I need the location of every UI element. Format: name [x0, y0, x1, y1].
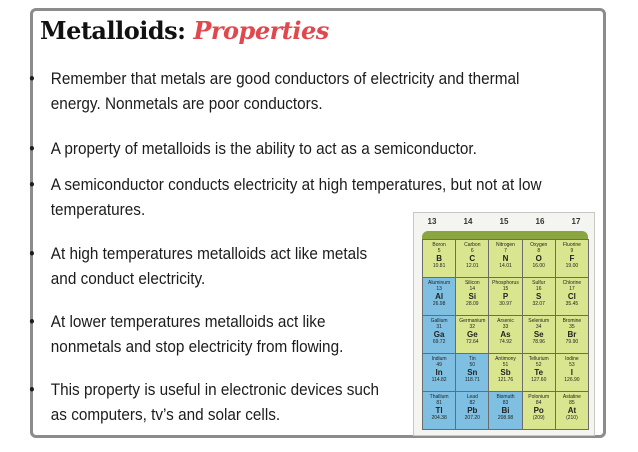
element-cell: [522, 277, 556, 316]
element-num: 49: [436, 362, 442, 368]
element-cell: [522, 391, 556, 430]
element-sym: Al: [435, 292, 444, 301]
element-cell: [555, 315, 589, 354]
element-mass: 126.90: [564, 377, 580, 383]
element-cell: [455, 353, 489, 392]
element-sym: Si: [468, 292, 477, 301]
title-metalloids: Metalloids:: [40, 16, 186, 45]
element-sym: As: [500, 330, 511, 339]
element-mass: 127.60: [531, 377, 547, 383]
group-label: 13: [427, 217, 437, 226]
element-name: Aluminum: [427, 280, 451, 286]
element-sym: At: [567, 406, 577, 415]
element-sym: Tl: [435, 406, 443, 415]
element-sym: Br: [567, 330, 577, 339]
element-mass: 78.96: [532, 339, 545, 345]
element-cell: [422, 315, 456, 354]
element-num: 34: [535, 324, 542, 330]
element-num: 35: [569, 324, 575, 330]
element-mass: 14.01: [499, 263, 512, 269]
element-sym: C: [469, 254, 476, 263]
element-num: 7: [504, 248, 507, 254]
group-label: 15: [499, 217, 509, 226]
element-name: Boron: [432, 242, 446, 248]
element-num: 53: [569, 362, 575, 368]
bullet-item: • A semiconductor conducts electricity at high temperatures, but not at low temperatures.: [29, 175, 542, 219]
element-sym: O: [535, 254, 542, 263]
element-name: Bismuth: [496, 394, 515, 400]
bullet-item: • At lower temperatures metalloids act like nonmetals and stop electricity from flowing.: [29, 312, 344, 356]
element-name: Carbon: [464, 242, 481, 248]
element-num: 84: [535, 400, 542, 406]
element-cell: [455, 239, 489, 278]
bullet-item: • At high temperatures metalloids act like metals and conduct electricity.: [29, 244, 368, 288]
element-name: Polonium: [528, 394, 550, 400]
element-name: Sulfur: [532, 280, 546, 286]
element-mass: 19.00: [565, 263, 579, 269]
element-sym: F: [569, 254, 575, 263]
title-properties: Properties: [193, 16, 329, 45]
element-mass: 69.72: [432, 339, 446, 345]
element-mass: 118.71: [464, 377, 480, 383]
element-num: 5: [437, 248, 441, 254]
bullet-item: • This property is useful in electronic devices such as computers, tv’s and solar cells.: [29, 380, 380, 424]
element-name: Tellurium: [528, 356, 549, 362]
element-cell: [488, 315, 522, 354]
element-cell: [488, 277, 522, 316]
element-num: 17: [569, 286, 575, 292]
element-name: Antimony: [495, 356, 516, 362]
element-name: Germanium: [459, 318, 486, 324]
element-sym: S: [536, 292, 542, 301]
element-num: 81: [436, 400, 442, 406]
element-name: Nitrogen: [496, 242, 515, 248]
element-mass: 208.98: [497, 415, 514, 421]
element-mass: 72.64: [466, 339, 479, 345]
element-grid: [422, 239, 588, 429]
element-num: 31: [436, 324, 442, 330]
element-num: 8: [537, 248, 541, 254]
element-sym: Ga: [433, 330, 445, 339]
element-num: 33: [502, 324, 509, 330]
element-row: [422, 277, 588, 315]
periodic-table-excerpt: [413, 212, 595, 436]
element-num: 85: [569, 400, 575, 406]
element-num: 51: [502, 362, 509, 368]
element-mass: 79.90: [565, 339, 579, 345]
element-num: 52: [535, 362, 542, 368]
element-sym: In: [435, 368, 443, 377]
element-mass: 74.92: [499, 339, 512, 345]
element-name: Indium: [431, 356, 447, 362]
element-row: [422, 315, 588, 353]
element-cell: [555, 391, 589, 430]
element-sym: Sn: [467, 368, 478, 377]
element-row: [422, 391, 588, 429]
element-mass: 32.07: [532, 301, 545, 307]
element-cell: [488, 353, 522, 392]
element-num: 16: [535, 286, 542, 292]
element-mass: 28.09: [466, 301, 479, 307]
group-label: 16: [535, 217, 545, 226]
element-sym: P: [502, 292, 509, 301]
element-sym: I: [570, 368, 574, 377]
element-row: [422, 239, 588, 277]
bullet-item: • A property of metalloids is the ability to act as a semiconductor.: [29, 139, 477, 158]
element-num: 9: [570, 248, 574, 254]
element-mass: (209): [532, 415, 545, 421]
element-name: Lead: [466, 394, 478, 400]
element-name: Gallium: [430, 318, 448, 324]
element-mass: 35.45: [565, 301, 579, 307]
element-mass: 114.82: [431, 377, 447, 383]
element-cell: [422, 277, 456, 316]
element-mass: 10.81: [432, 263, 446, 269]
element-cell: [455, 277, 489, 316]
element-cell: [555, 277, 589, 316]
element-num: 6: [470, 248, 474, 254]
element-sym: Se: [533, 330, 544, 339]
element-cell: [522, 315, 556, 354]
bullet-item: • Remember that metals are good conductors of electricity and thermal energy. Nonmetals are poor conductors.: [29, 69, 520, 113]
element-name: Bromine: [562, 318, 582, 324]
element-num: 15: [502, 286, 509, 292]
element-name: Silicon: [464, 280, 480, 286]
element-sym: Sb: [500, 368, 511, 377]
element-name: Arsenic: [497, 318, 514, 324]
element-name: Chlorine: [562, 280, 582, 286]
element-cell: [488, 391, 522, 430]
element-sym: Cl: [567, 292, 576, 301]
element-cell: [455, 391, 489, 430]
element-cell: [555, 353, 589, 392]
element-mass: 26.98: [432, 301, 446, 307]
element-name: Fluorine: [562, 242, 581, 248]
element-name: Iodine: [565, 356, 579, 362]
element-mass: 204.38: [431, 415, 447, 421]
element-sym: N: [502, 254, 509, 263]
element-num: 13: [436, 286, 442, 292]
element-mass: 207.20: [464, 415, 480, 421]
element-sym: Ge: [466, 330, 478, 339]
element-num: 82: [469, 400, 476, 406]
element-name: Selenium: [528, 318, 550, 324]
element-sym: Pb: [467, 406, 478, 415]
element-sym: Bi: [501, 406, 510, 415]
element-name: Tin: [468, 356, 476, 362]
element-mass: 121.76: [497, 377, 514, 383]
element-mass: 16.00: [532, 263, 545, 269]
element-name: Phosphorus: [492, 280, 519, 286]
element-cell: [422, 353, 456, 392]
element-name: Thallium: [429, 394, 449, 400]
slide-title: [40, 16, 329, 45]
element-sym: B: [436, 254, 442, 263]
element-mass: (210): [566, 415, 578, 421]
element-cell: [488, 239, 522, 278]
element-cell: [422, 239, 456, 278]
group-label: 14: [463, 217, 473, 226]
element-cell: [455, 315, 489, 354]
element-num: 83: [502, 400, 509, 406]
element-cell: [522, 239, 556, 278]
element-row: [422, 353, 588, 391]
element-sym: Po: [533, 406, 544, 415]
element-sym: Te: [534, 368, 544, 377]
element-num: 14: [469, 286, 476, 292]
element-mass: 12.01: [466, 263, 479, 269]
element-cell: [422, 391, 456, 430]
element-name: Astatine: [562, 394, 581, 400]
element-num: 32: [469, 324, 476, 330]
element-mass: 30.97: [499, 301, 512, 307]
element-name: Oxygen: [530, 242, 548, 248]
element-num: 50: [469, 362, 476, 368]
header-bar: [422, 231, 588, 239]
element-cell: [555, 239, 589, 278]
element-cell: [522, 353, 556, 392]
group-label: 17: [571, 217, 581, 226]
